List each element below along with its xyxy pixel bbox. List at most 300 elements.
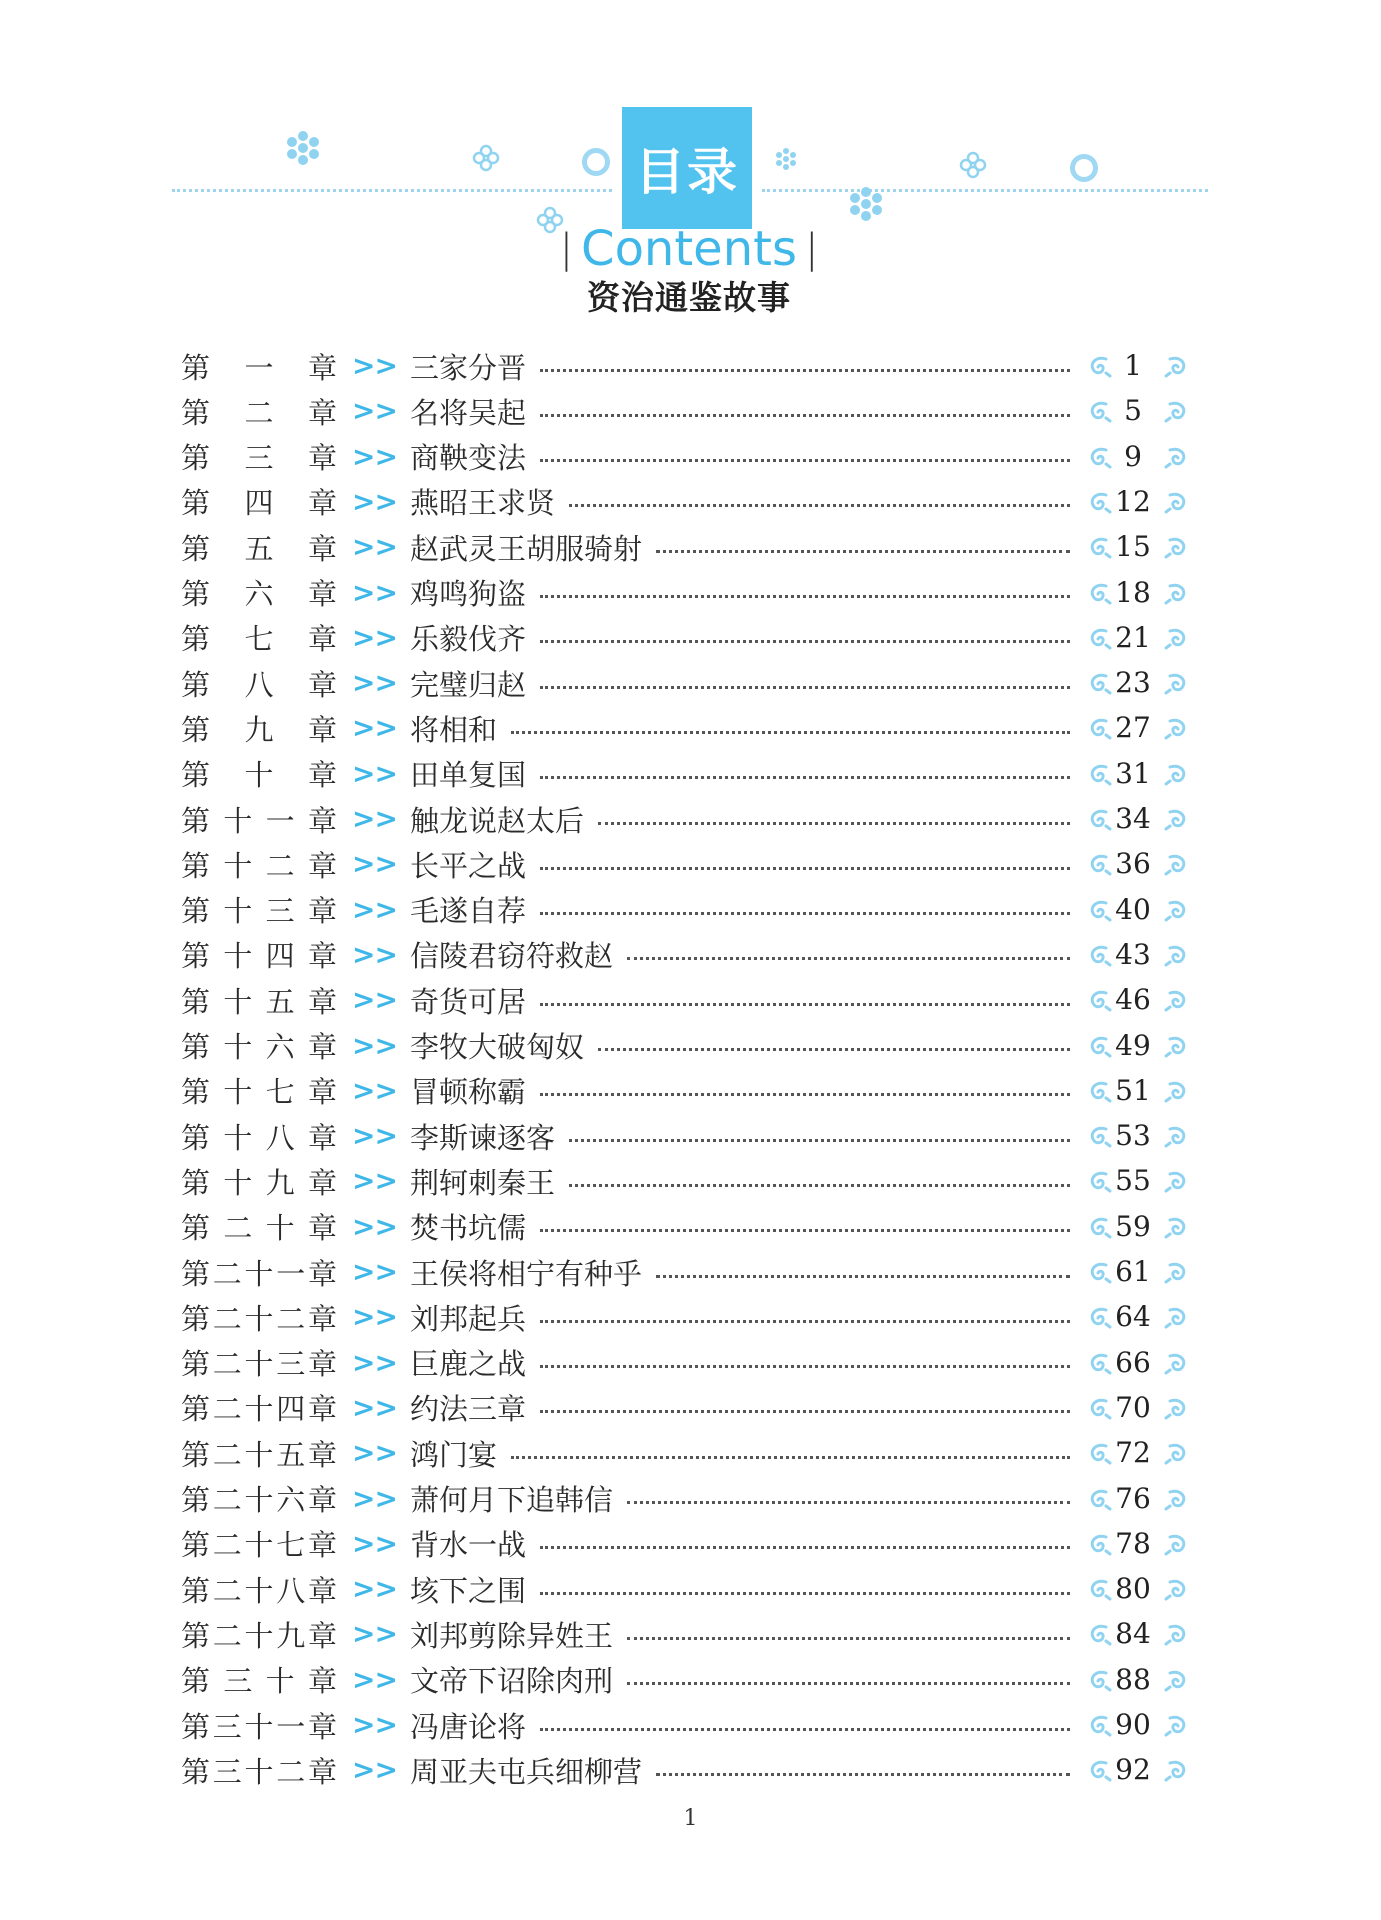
chapter-char: 十 [244,758,274,793]
chapter-char: 一 [276,1256,306,1291]
page-ref[interactable]: 70 [1115,1390,1151,1424]
swirl-right-icon [1164,1667,1190,1693]
toc-entry[interactable] [0,1749,1381,1791]
snowflake-icon [846,184,886,224]
entry-title-line [410,1523,1070,1565]
swirl-right-icon [1164,942,1190,968]
entry-title-line [410,1342,1070,1384]
toc-entry[interactable] [0,1251,1381,1293]
chapter-char: 九 [276,1618,306,1653]
chapter-char: 章 [307,1573,337,1608]
chapter-char: 第 [181,667,211,702]
dot-leader [627,1682,1070,1685]
chapter-title[interactable]: 乐毅伐齐 [410,622,527,657]
dot-leader [569,504,1070,507]
chapter-char: 第 [181,1256,211,1291]
chapter-number [181,934,337,976]
chapter-char: 三 [276,1347,306,1382]
chapter-char: 十 [244,1754,274,1789]
chapter-char: 一 [244,350,274,385]
arrow-icon: >> [352,1028,397,1062]
page-ref[interactable]: 23 [1115,666,1151,700]
page-ref[interactable]: 40 [1115,892,1151,926]
page-ref[interactable]: 51 [1115,1073,1151,1107]
page-ref[interactable]: 53 [1115,1119,1151,1153]
page-ref[interactable]: 1 [1124,349,1142,382]
chapter-char: 四 [276,1392,306,1427]
toc-entry[interactable] [0,1387,1381,1429]
toc-entry[interactable] [0,1568,1381,1610]
chapter-title[interactable]: 刘邦起兵 [410,1301,527,1336]
chapter-char: 章 [307,1392,337,1427]
entry-title-line [410,1659,1070,1701]
toc-entry[interactable] [0,1206,1381,1248]
toc-entry[interactable] [0,1523,1381,1565]
toc-entry[interactable] [0,345,1381,387]
chapter-char: 第 [181,1075,211,1110]
entry-title-line [410,1025,1070,1067]
page-ref[interactable]: 90 [1115,1708,1151,1741]
swirl-right-icon [1164,1350,1190,1376]
chapter-char: 六 [276,1483,306,1517]
chapter-char: 第 [181,1573,211,1608]
page-ref[interactable]: 78 [1115,1526,1151,1560]
page-ref[interactable]: 12 [1115,484,1151,518]
chapter-char: 十 [244,1573,274,1608]
chapter-char: 七 [265,1075,295,1110]
chapter-title[interactable]: 垓下之围 [410,1573,527,1608]
swirl-right-icon [1164,398,1190,424]
chapter-title[interactable]: 田单复国 [410,758,527,793]
chapter-char: 章 [307,803,337,838]
chapter-number [181,979,337,1021]
chapter-char: 第 [181,577,211,611]
chapter-char: 三 [223,1664,253,1699]
entry-title-line [410,662,1070,704]
chapter-title[interactable]: 触龙说赵太后 [410,803,585,838]
entry-title-line [410,934,1070,976]
arrow-icon: >> [352,666,397,700]
arrow-icon: >> [352,892,397,926]
toc-entry[interactable] [0,1432,1381,1474]
swirl-right-icon [1164,897,1190,923]
dot-leader [540,776,1070,779]
arrow-icon: >> [352,1300,397,1334]
chapter-char: 十 [244,1347,274,1382]
chapter-char: 八 [276,1573,306,1608]
toc-entry[interactable] [0,572,1381,614]
chapter-char: 二 [265,848,295,883]
flower-icon [958,150,988,180]
chapter-char: 二 [276,1301,306,1336]
swirl-right-icon [1164,489,1190,515]
chapter-char: 十 [265,1211,295,1246]
page-ref[interactable]: 55 [1115,1164,1151,1198]
snowflake-icon [773,146,799,172]
swirl-right-icon [1164,625,1190,651]
chapter-char: 章 [307,1437,337,1472]
chapter-char: 第 [181,531,211,566]
dot-leader [540,414,1070,417]
page-ref[interactable]: 59 [1115,1209,1151,1243]
chapter-char: 章 [307,531,337,566]
page-ref[interactable]: 15 [1115,530,1151,564]
entry-title-line [410,1613,1070,1655]
dot-leader [656,1275,1070,1278]
toc-entry[interactable] [0,662,1381,704]
chapter-number [181,436,337,478]
chapter-char: 章 [307,1256,337,1291]
entry-title-line [410,1568,1070,1610]
chapter-title[interactable]: 冒顿称霸 [410,1075,527,1110]
entry-title-line [410,1432,1070,1474]
toc-entry[interactable] [0,1296,1381,1338]
swirl-right-icon [1164,353,1190,379]
chapter-number [181,345,337,387]
chapter-char: 二 [212,1573,242,1608]
swirl-right-icon [1164,806,1190,832]
chapter-number [181,1251,337,1293]
chapter-char: 第 [181,441,211,476]
chapter-char: 九 [244,712,274,747]
chapter-title[interactable]: 李斯谏逐客 [410,1120,556,1155]
chapter-char: 第 [181,395,211,430]
swirl-right-icon [1164,1486,1190,1512]
chapter-char: 第 [181,1301,211,1336]
chapter-title[interactable]: 三家分晋 [410,350,527,385]
page-ref[interactable]: 5 [1124,394,1142,428]
page-ref[interactable]: 43 [1115,937,1151,971]
chapter-title[interactable]: 周亚夫屯兵细柳营 [410,1754,643,1789]
dot-leader [540,1229,1070,1232]
chapter-char: 章 [307,894,337,929]
chapter-char: 章 [307,1165,337,1200]
chapter-number [181,1115,337,1157]
arrow-icon: >> [352,620,397,654]
arrow-icon: >> [352,1255,397,1288]
arrow-icon: >> [352,1073,397,1107]
page-ref[interactable]: 31 [1115,756,1151,790]
chapter-char: 八 [244,667,274,702]
toc-entry[interactable] [0,526,1381,568]
entry-title-line [410,436,1070,478]
arrow-icon: >> [352,530,397,564]
page-number: 1 [683,1806,698,1831]
chapter-char: 十 [223,939,253,974]
dot-leader [511,1456,1070,1459]
chapter-char: 十 [244,1528,274,1563]
chapter-title[interactable]: 王侯将相宁有种乎 [410,1256,643,1291]
chapter-number [181,1704,337,1746]
chapter-char: 十 [223,1165,253,1200]
toc-entry[interactable] [0,798,1381,840]
dot-leader [540,686,1070,689]
page-ref[interactable]: 88 [1115,1662,1151,1696]
chapter-title[interactable]: 背水一战 [410,1528,527,1563]
flower-icon [472,144,500,172]
chapter-char: 第 [181,758,211,793]
chapter-char: 第 [181,1618,211,1653]
chapter-char: 第 [181,1664,211,1699]
toc-entry[interactable] [0,1025,1381,1067]
chapter-char: 五 [265,984,295,1019]
swirl-right-icon [1164,1033,1190,1059]
swirl-right-icon [1164,534,1190,560]
arrow-icon: >> [352,1572,397,1606]
page-ref[interactable]: 92 [1115,1753,1151,1787]
chapter-char: 六 [265,1030,295,1064]
arrow-icon: >> [352,711,397,745]
dot-leader [540,1365,1070,1368]
chapter-title[interactable]: 焚书坑儒 [410,1211,527,1246]
dot-leader [598,1048,1070,1051]
chapter-char: 二 [223,1211,253,1246]
chapter-title[interactable]: 燕昭王求贤 [410,486,556,521]
swirl-right-icon [1164,580,1190,606]
entry-title-line [410,572,1070,614]
arrow-icon: >> [352,1209,397,1243]
chapter-char: 二 [212,1437,242,1472]
page-ref[interactable]: 9 [1124,439,1142,473]
chapter-title[interactable]: 荆轲刺秦王 [410,1165,556,1200]
page-ref[interactable]: 66 [1115,1345,1151,1379]
chapter-char: 章 [307,395,337,430]
swirl-right-icon [1164,1440,1190,1466]
chapter-title[interactable]: 巨鹿之战 [410,1347,527,1382]
page-ref[interactable]: 36 [1115,847,1151,881]
chapter-number [181,1749,337,1791]
entry-title-line [410,345,1070,387]
entry-title-line [410,390,1070,432]
chapter-title[interactable]: 萧何月下追韩信 [410,1483,614,1517]
chapter-char: 十 [223,803,253,838]
toc-entry[interactable] [0,753,1381,795]
entry-title-line [410,526,1070,568]
chapter-char: 二 [244,395,274,430]
chapter-number [181,1659,337,1701]
toc-entry[interactable] [0,390,1381,432]
arrow-icon: >> [352,1119,397,1153]
arrow-icon: >> [352,802,397,835]
chapter-number [181,1387,337,1429]
chapter-number [181,1025,337,1067]
swirl-right-icon [1164,1214,1190,1240]
arrow-icon: >> [352,439,397,473]
page-ref[interactable]: 34 [1115,802,1151,835]
chapter-char: 第 [181,848,211,883]
page-ref[interactable]: 27 [1115,711,1151,745]
chapter-char: 第 [181,1392,211,1427]
arrow-icon: >> [352,349,397,382]
arrow-icon: >> [352,1164,397,1198]
chapter-char: 十 [265,1664,295,1699]
page-ref[interactable]: 49 [1115,1028,1151,1062]
toc-entry[interactable] [0,707,1381,749]
chapter-char: 第 [181,622,211,657]
chapter-char: 三 [212,1754,242,1789]
chapter-char: 七 [244,622,274,657]
swirl-right-icon [1164,444,1190,470]
chapter-char: 二 [276,1754,306,1789]
chapter-title[interactable]: 完璧归赵 [410,667,527,702]
chapter-char: 第 [181,350,211,385]
arrow-icon: >> [352,983,397,1017]
chapter-char: 章 [307,1754,337,1789]
chapter-char: 十 [223,894,253,929]
chapter-char: 第 [181,984,211,1019]
chapter-char: 章 [307,848,337,883]
entry-title-line [410,1251,1070,1293]
divider-bar: | [559,226,574,272]
toc-entry[interactable] [0,1659,1381,1701]
toc-entry[interactable] [0,979,1381,1021]
chapter-number [181,617,337,659]
entry-title-line [410,1206,1070,1248]
dot-leader [569,1184,1070,1187]
swirl-right-icon [1164,1304,1190,1330]
chapter-title[interactable]: 奇货可居 [410,984,527,1019]
dot-leader [540,640,1070,643]
chapter-number [181,526,337,568]
arrow-icon: >> [352,847,397,881]
chapter-char: 章 [307,1075,337,1110]
contents-heading [560,220,818,278]
chapter-title[interactable]: 商鞅变法 [410,441,527,476]
dot-leader [627,957,1070,960]
chapter-title[interactable]: 约法三章 [410,1392,527,1427]
toc-entry[interactable] [0,436,1381,478]
toc-entry[interactable] [0,1478,1381,1520]
arrow-icon: >> [352,1662,397,1696]
chapter-char: 七 [276,1528,306,1563]
chapter-title[interactable]: 鸿门宴 [410,1437,498,1472]
toc-entry[interactable] [0,617,1381,659]
chapter-char: 二 [212,1301,242,1336]
page-ref[interactable]: 61 [1115,1255,1151,1288]
chapter-number [181,1613,337,1655]
dot-leader [511,731,1070,734]
chapter-char: 章 [307,1528,337,1563]
chapter-char: 第 [181,486,211,521]
toc-entry[interactable] [0,1160,1381,1202]
chapter-char: 章 [307,1301,337,1336]
chapter-title[interactable]: 名将吴起 [410,395,527,430]
toc-entry[interactable] [0,843,1381,885]
swirl-right-icon [1164,987,1190,1013]
toc-entry[interactable] [0,1342,1381,1384]
chapter-char: 章 [307,350,337,385]
chapter-title[interactable]: 李牧大破匈奴 [410,1030,585,1064]
entry-title-line [410,889,1070,931]
chapter-title[interactable]: 信陵君窃符救赵 [410,939,614,974]
arrow-icon: >> [352,1753,397,1787]
chapter-title[interactable]: 赵武灵王胡服骑射 [410,531,643,566]
dot-leader [598,822,1070,825]
toc-entry[interactable] [0,889,1381,931]
dot-leader [540,912,1070,915]
chapter-char: 第 [181,1030,211,1064]
chapter-number [181,1296,337,1338]
chapter-number [181,1478,337,1520]
chapter-char: 十 [244,1709,274,1744]
toc-entry[interactable] [0,934,1381,976]
page-ref[interactable]: 76 [1115,1481,1151,1515]
page-ref[interactable]: 64 [1115,1300,1151,1334]
toc-entry[interactable] [0,1070,1381,1112]
chapter-char: 十 [223,1120,253,1155]
swirl-right-icon [1164,1395,1190,1421]
toc-entry[interactable] [0,1613,1381,1655]
chapter-title[interactable]: 冯唐论将 [410,1709,527,1744]
entry-title-line [410,707,1070,749]
chapter-title[interactable]: 刘邦剪除异姓王 [410,1618,614,1653]
chapter-number [181,843,337,885]
chapter-char: 第 [181,1754,211,1789]
page-ref[interactable]: 84 [1115,1617,1151,1651]
chapter-char: 第 [181,1120,211,1155]
chapter-number [181,1070,337,1112]
toc-entry[interactable] [0,481,1381,523]
chapter-char: 十 [223,984,253,1019]
page-ref[interactable]: 80 [1115,1572,1151,1606]
chapter-char: 第 [181,803,211,838]
dot-leader [656,1773,1070,1776]
chapter-char: 章 [307,441,337,476]
arrow-icon: >> [352,1708,397,1741]
chapter-char: 十 [244,1301,274,1336]
chapter-char: 章 [307,486,337,521]
chapter-title[interactable]: 将相和 [410,712,498,747]
dot-leader [627,1637,1070,1640]
chapter-char: 章 [307,712,337,747]
contents-label: Contents [581,221,797,277]
chapter-char: 三 [244,441,274,476]
toc-entry[interactable] [0,1704,1381,1746]
entry-title-line [410,1070,1070,1112]
page-ref[interactable]: 18 [1115,575,1151,609]
page-ref[interactable]: 21 [1115,620,1151,654]
divider-bar: | [804,226,819,272]
chapter-char: 章 [307,1709,337,1744]
chapter-number [181,753,337,795]
entry-title-line [410,1387,1070,1429]
page-ref[interactable]: 72 [1115,1436,1151,1470]
swirl-right-icon [1164,1531,1190,1557]
chapter-char: 十 [244,1392,274,1427]
chapter-number [181,1568,337,1610]
chapter-char: 十 [223,848,253,883]
swirl-right-icon [1164,1259,1190,1285]
chapter-number [181,1523,337,1565]
chapter-char: 章 [307,984,337,1019]
chapter-title[interactable]: 毛遂自荐 [410,894,527,929]
chapter-title[interactable]: 鸡鸣狗盗 [410,577,527,611]
header-dotted-rule-left [172,189,612,192]
chapter-char: 章 [307,667,337,702]
page-ref[interactable]: 46 [1115,983,1151,1017]
dot-leader [540,1728,1070,1731]
chapter-char: 四 [265,939,295,974]
chapter-char: 一 [276,1709,306,1744]
chapter-char: 章 [307,622,337,657]
chapter-title[interactable]: 长平之战 [410,848,527,883]
toc-entry[interactable] [0,1115,1381,1157]
chapter-char: 章 [307,1211,337,1246]
arrow-icon: >> [352,937,397,971]
swirl-right-icon [1164,1621,1190,1647]
dot-leader [540,1093,1070,1096]
chapter-title[interactable]: 文帝下诏除肉刑 [410,1664,614,1699]
